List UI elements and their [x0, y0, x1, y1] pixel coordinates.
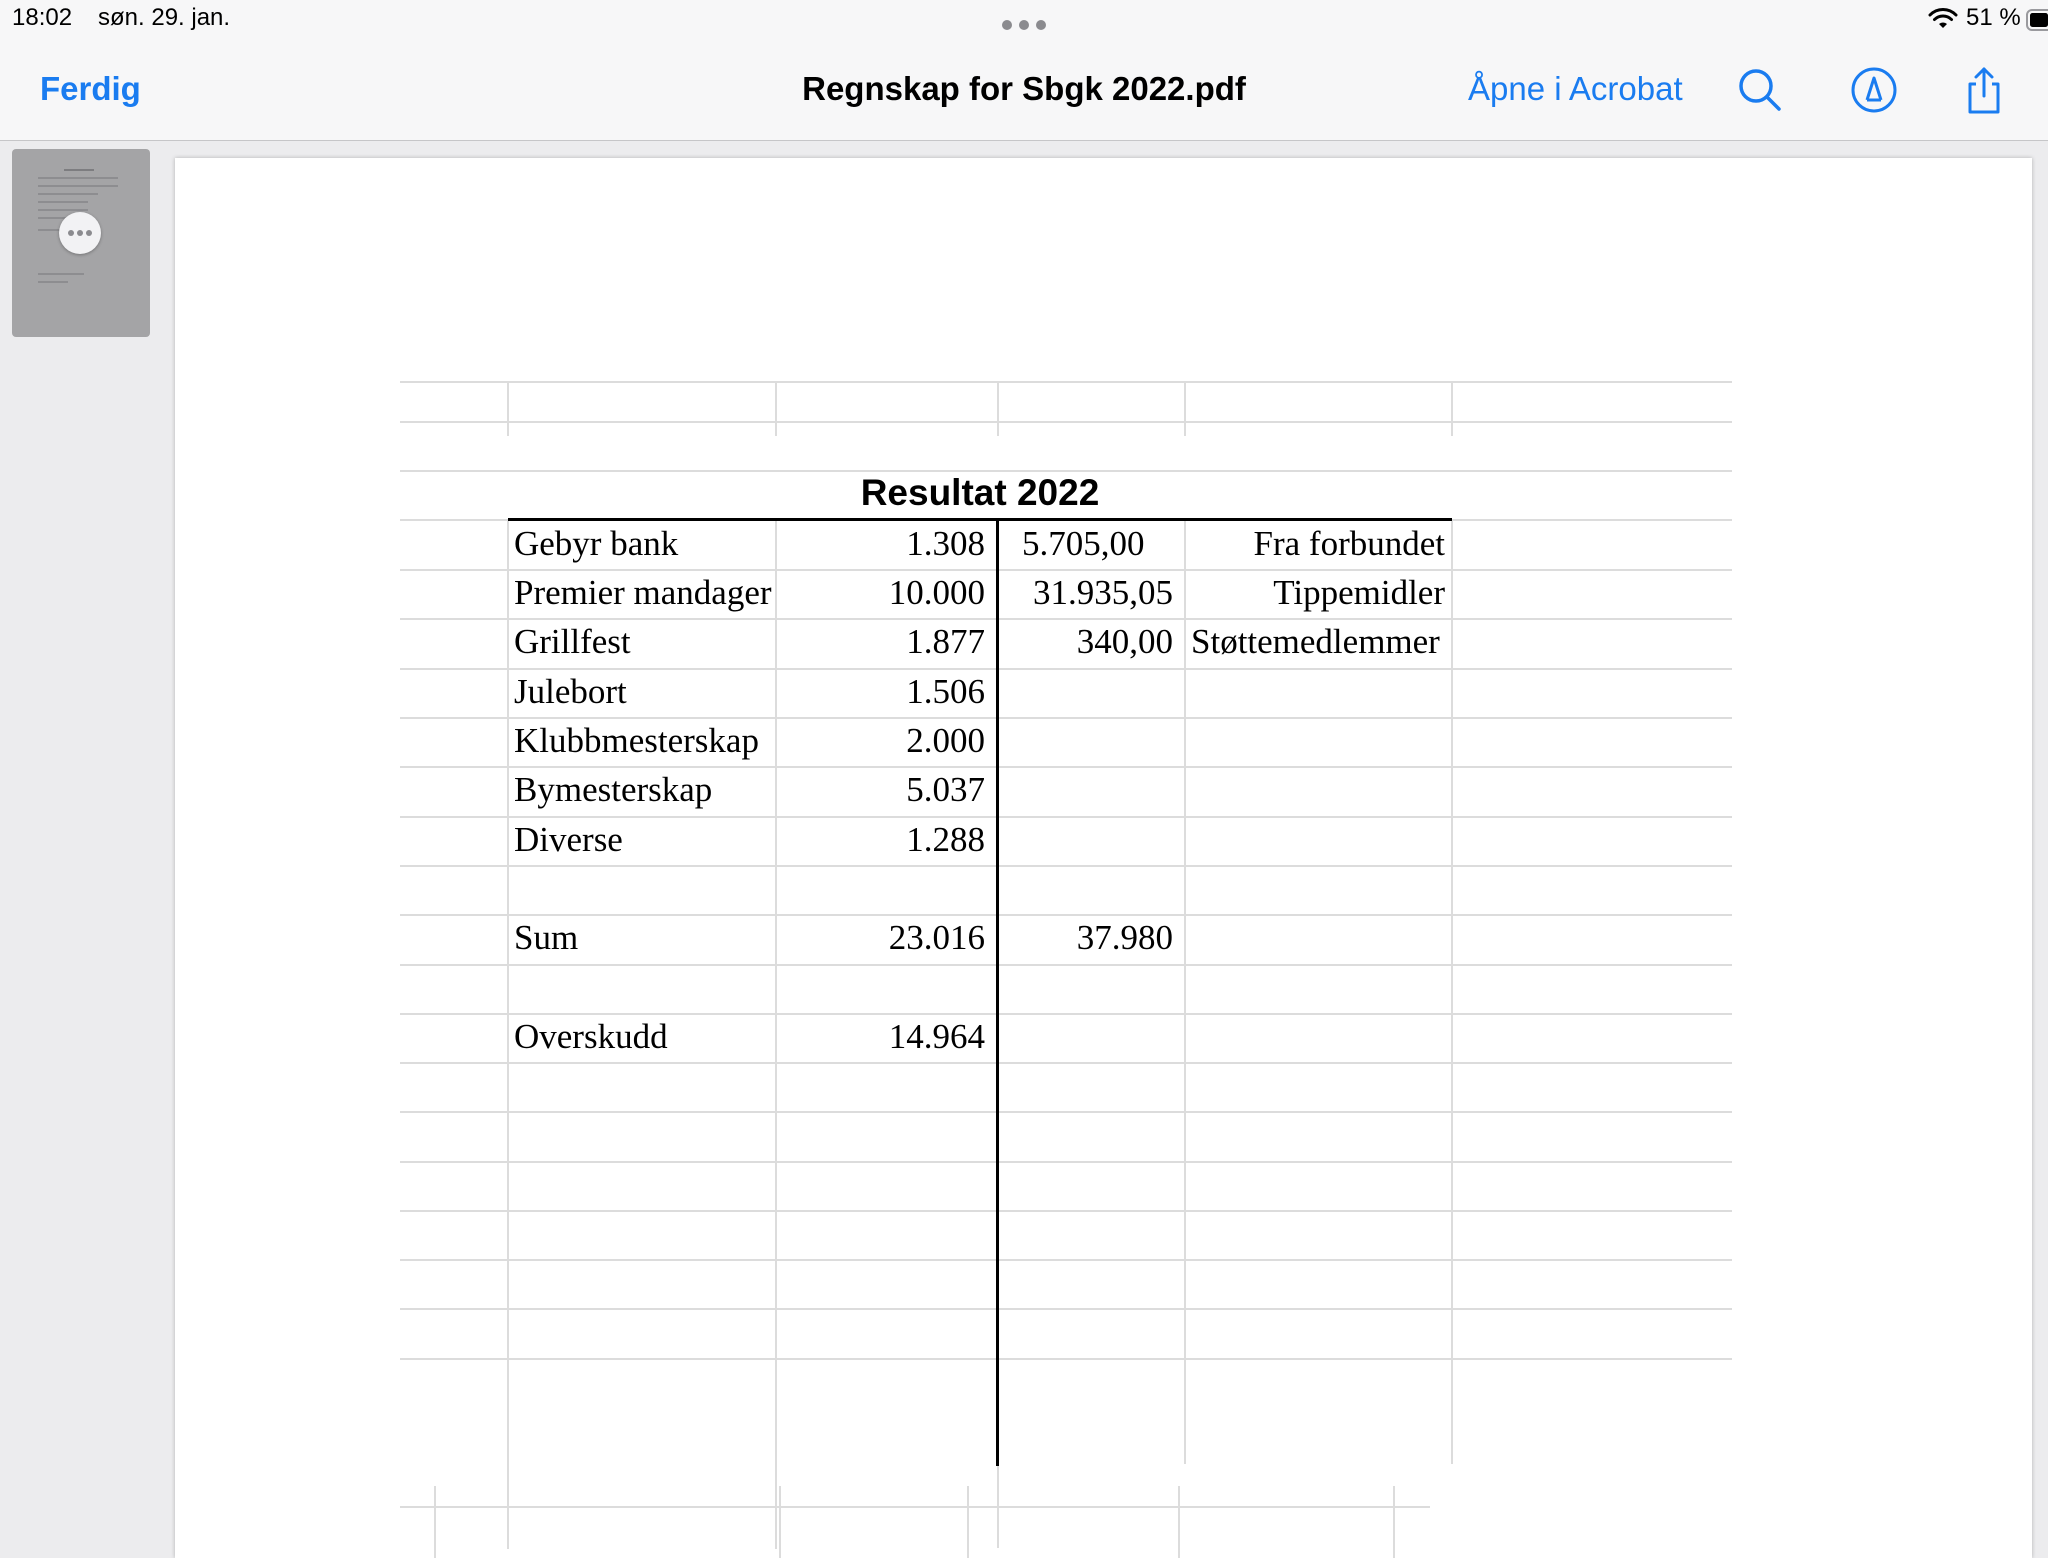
status-bar — [0, 0, 2048, 40]
sum-expenses: 23.016 — [888, 918, 985, 957]
thumbnail-sidebar — [0, 141, 170, 1536]
expense-label: Diverse — [514, 820, 623, 859]
page-thumbnail[interactable] — [12, 149, 150, 337]
sum-label: Sum — [514, 918, 579, 957]
share-icon[interactable] — [1958, 64, 2010, 116]
expense-label: Julebort — [514, 672, 627, 711]
status-date: søn. 29. jan. — [98, 4, 231, 31]
expense-amount: 5.037 — [906, 770, 985, 809]
thumbnail-more-icon[interactable] — [59, 212, 101, 254]
wifi-icon — [1928, 6, 1958, 30]
status-time: 18:02 — [12, 4, 73, 31]
expense-amount: 10.000 — [888, 573, 985, 612]
expense-amount: 1.506 — [906, 672, 985, 711]
surplus-amount: 14.964 — [888, 1017, 985, 1056]
income-amount: 31.935,05 — [1033, 573, 1173, 612]
document-title: Regnskap for Sbgk 2022.pdf — [802, 70, 1246, 107]
column-divider — [996, 519, 999, 1466]
expense-label: Premier mandager — [514, 573, 772, 612]
spreadsheet-grid — [175, 158, 2032, 1558]
expense-amount: 1.877 — [906, 622, 985, 661]
navigation-bar — [0, 40, 2048, 141]
expense-label: Grillfest — [514, 622, 631, 661]
income-label: Støttemedlemmer — [1191, 622, 1440, 661]
expense-label: Klubbmesterskap — [514, 721, 759, 760]
expense-amount: 1.288 — [906, 820, 985, 859]
income-amount: 340,00 — [1076, 622, 1173, 661]
expense-amount: 1.308 — [906, 524, 985, 563]
search-icon[interactable] — [1734, 64, 1786, 116]
expense-label: Gebyr bank — [514, 524, 679, 563]
income-label: Tippemidler — [1273, 573, 1445, 612]
heading-underline — [508, 518, 1452, 521]
multitasking-dots-icon[interactable] — [1000, 12, 1048, 36]
battery-icon — [2026, 8, 2048, 32]
open-in-acrobat-button[interactable]: Åpne i Acrobat — [1468, 70, 1683, 107]
income-amount: 5.705,00 — [1022, 524, 1145, 563]
pdf-page — [175, 158, 2032, 1558]
surplus-label: Overskudd — [514, 1017, 668, 1056]
expense-label: Bymesterskap — [514, 770, 713, 809]
result-heading: Resultat 2022 — [860, 472, 1100, 513]
done-button[interactable]: Ferdig — [40, 70, 141, 107]
sum-income: 37.980 — [1076, 918, 1173, 957]
income-label: Fra forbundet — [1253, 524, 1445, 563]
battery-percentage: 51 % — [1966, 4, 2021, 31]
expense-amount: 2.000 — [906, 721, 985, 760]
markup-icon[interactable] — [1848, 64, 1900, 116]
